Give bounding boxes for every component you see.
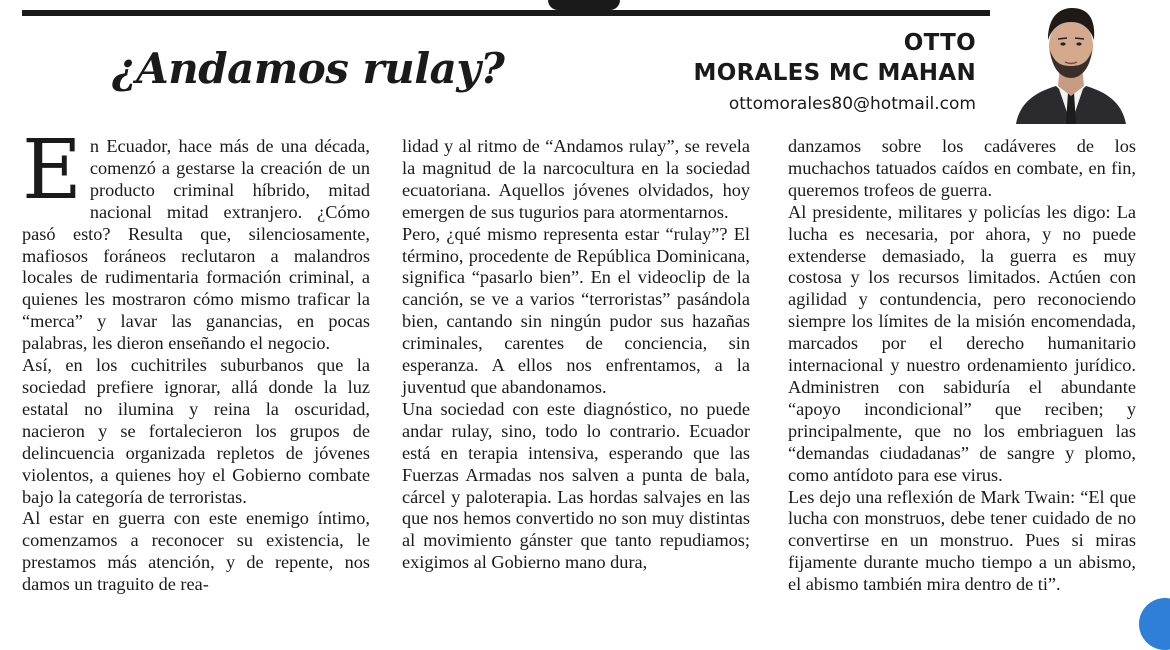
article-column-1 (22, 123, 370, 596)
article-headline: ¿Andamos rulay? (112, 44, 505, 93)
author-email: ottomorales80@hotmail.com (728, 94, 976, 114)
article-paragraph: Al estar en guerra con este enemigo íntimo, comenzamos a reconocer su existencia, le prestamos más atención, y de repente, nos damos un traguito de rea- (22, 508, 370, 595)
article-paragraph: danzamos sobre los cadáveres de los muchachos tatuados caídos en combate, en fin, queremos trofeos de guerra. (788, 136, 1136, 200)
article-column-3 (788, 136, 1136, 596)
article-paragraph: Una sociedad con este diagnóstico, no puede andar rulay, sino, todo lo contrario. Ecuador está en terapia intensiva, esperando que las Fuerzas Armadas nos salven a punta de bala, cárcel y paloterapia. Las hordas salvajes en las que nos hemos convertido no son muy distintas al movimiento gánster que tanto repudiamos; exigimos al Gobierno mano dura, (402, 398, 750, 573)
drop-cap: E (22, 123, 82, 218)
article-column-2 (402, 136, 750, 574)
author-block (694, 28, 976, 114)
author-last-name: MORALES MC MAHAN (693, 60, 976, 86)
article-paragraph: Al presidente, militares y policías les digo: La lucha es necesaria, por ahora, y no puede extenderse demasiado, la guerra es muy costosa y los recursos limitados. Actúen con agilidad y contundencia, pero reconociendo siempre los límites de la misión encomendada, marcados por el derecho humanitario internacional y nuestro ordenamiento jurídico. Administren con sabiduría el abundante “apoyo incondicional” que reciben; y principalmente, que no los embriaguen las “demandas ciudadanas” de sangre y plomo, como antídoto para ese virus. (788, 201, 1136, 485)
article-paragraph: Así, en los cuchitriles suburbanos que la sociedad prefiere ignorar, allá donde la luz estatal no ilumina y reina la oscuridad, nacieron y se fortalecieron los grupos de delincuencia organizada repletos de jóvenes violentos, a quienes hoy el Gobierno combate bajo la categoría de terroristas. (22, 355, 370, 507)
article-paragraph (22, 123, 370, 355)
top-rule (22, 10, 990, 16)
paragraph-text: n Ecuador, hace más de una década, comenzó a gestarse la creación de un producto criminal híbrido, mitad nacional mitad extranjero. ¿Cómo pasó esto? Resulta que, silenciosamente, mafiosos foráneos reclutaron a malandros locales de rudimentaria formación criminal, a quienes les mostraron cómo mismo traficar la “merca” y lavar las ganancias, en pocas palabras, les dieron enseñando el negocio. (22, 136, 370, 354)
top-rule-ornament (548, 0, 620, 10)
navigation-button[interactable] (1139, 598, 1170, 650)
article-paragraph: Pero, ¿qué mismo representa estar “rulay”? El término, procedente de República Dominicana, significa “pasarlo bien”. En el videoclip de la canción, se ve a varios “terroristas” pasándola bien, cantando sin ningún pudor sus hazañas criminales, carentes de conciencia, sin esperanza. A ellos nos enfrentamos, a la juventud que abandonamos. (402, 223, 750, 397)
article-paragraph: lidad y al ritmo de “Andamos rulay”, se revela la magnitud de la narcocultura en la sociedad ecuatoriana. Aquellos jóvenes olvidados, hoy emergen de sus tugurios para atormentarnos. (402, 136, 750, 222)
author-portrait-icon (1012, 0, 1130, 124)
author-first-name: OTTO (903, 30, 976, 56)
article-paragraph: Les dejo una reflexión de Mark Twain: “El que lucha con monstruos, debe tener cuidado de no convertirse en un monstruo. Pues si miras fijamente durante mucho tiempo a un abismo, el abismo también mira dentro de ti”. (788, 486, 1136, 595)
